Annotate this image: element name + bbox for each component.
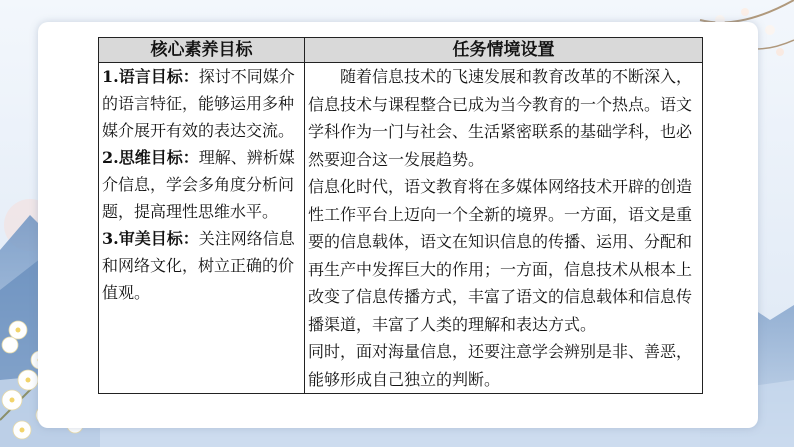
scenario-paragraph-2: 信息化时代，语文教育将在多媒体网络技术开辟的创造性工作平台上迈向一个全新的境界。一方面，语文是重要的信息载体，语文在知识信息的传播、运用、分配和再生产中发挥巨大的作用；一方面，信息技术从根本上改变了信息传播方式，丰富了语文的信息载体和信息传播渠道，丰富了人类的理解和表达方式。 [308,177,693,334]
goals-cell [99,63,305,394]
literacy-task-table [98,37,703,394]
table-body-row [99,63,703,394]
scenario-paragraph-1: 随着信息技术的飞速发展和教育改革的不断深入，信息技术与课程整合已成为当今教育的一个热点。语文学科作为一门与社会、生活紧密联系的基础学科，也必然要迎合这一发展趋势。 [308,67,693,169]
goal-aesthetic: 3.审美目标：关注网络信息和网络文化，树立正确的价值观。 [102,229,295,302]
scenario-cell [305,63,703,394]
table-header-row [99,38,703,63]
goal-language: 1.语言目标：探讨不同媒介的语言特征，能够运用多种媒介展开有效的表达交流。 [102,67,295,140]
header-core-goals: 核心素养目标 [99,38,305,63]
scenario-paragraph-3: 同时，面对海量信息，还要注意学会辨别是非、善恶，能够形成自己独立的判断。 [308,342,693,389]
header-task-scenario: 任务情境设置 [305,38,703,63]
goal-thinking: 2.思维目标：理解、辨析媒介信息，学会多角度分析问题，提高理性思维水平。 [102,148,295,221]
